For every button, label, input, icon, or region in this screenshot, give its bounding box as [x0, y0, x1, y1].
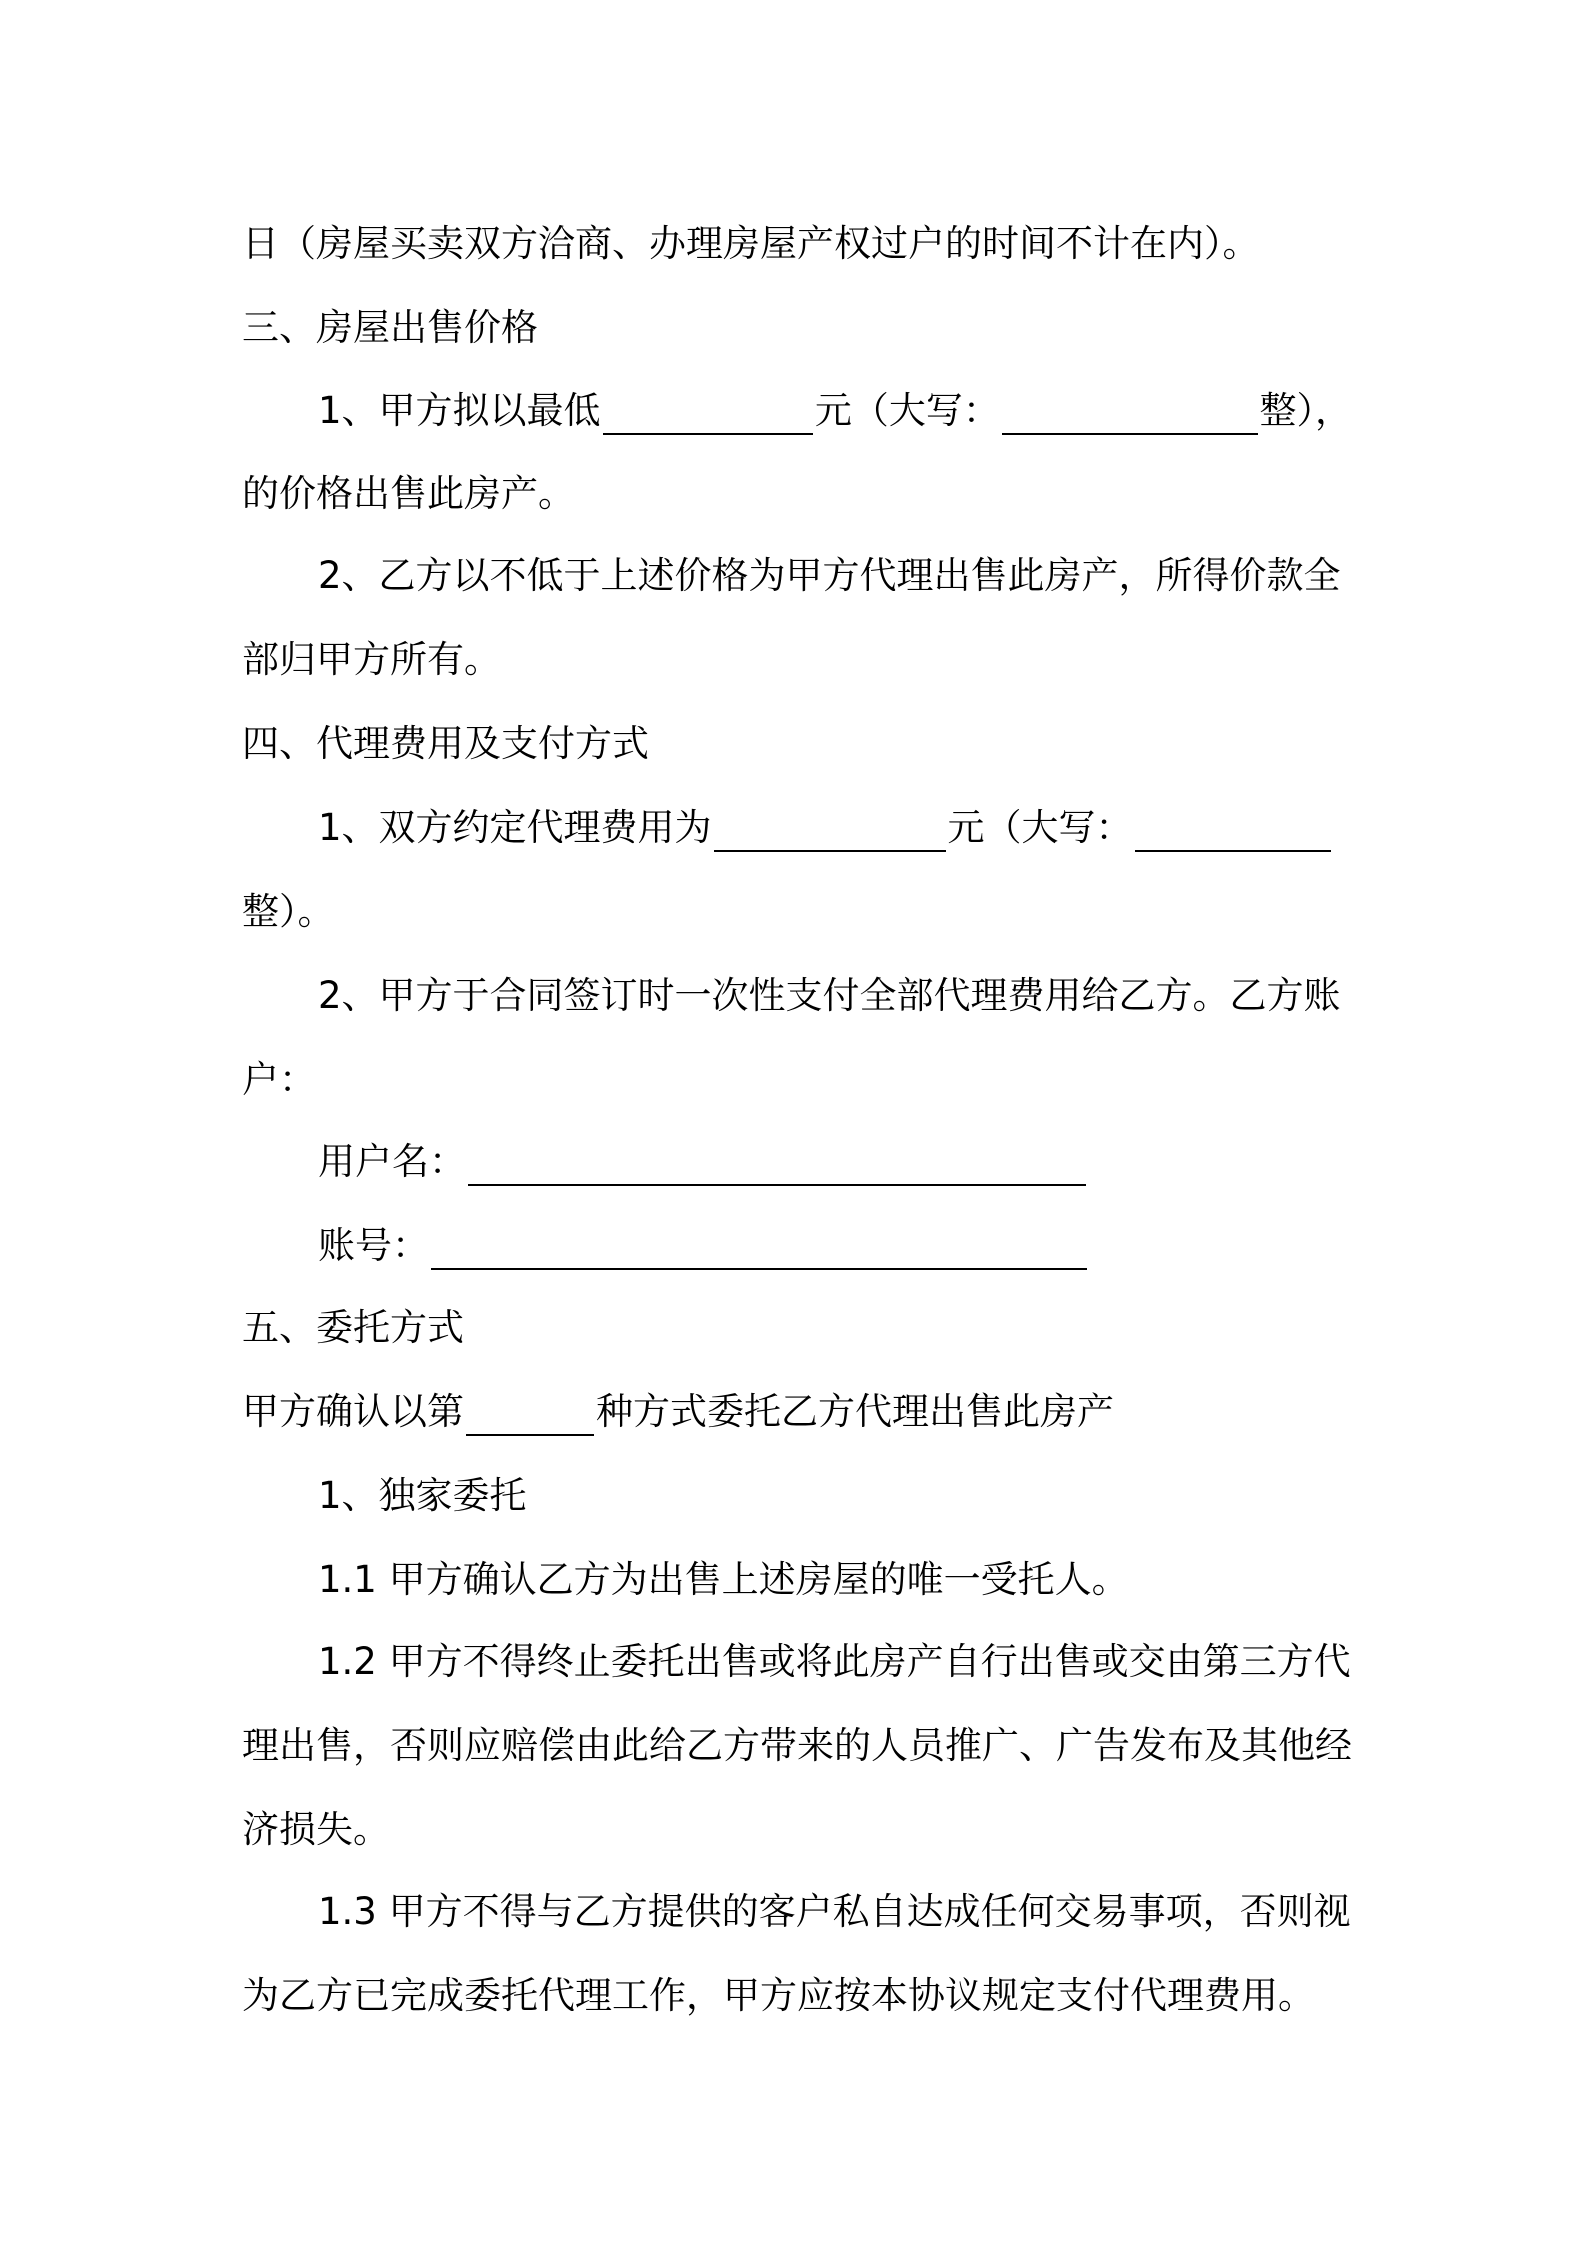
clause-price-proceeds: [242, 520, 1352, 604]
section-heading-price: [242, 272, 1352, 356]
heading-text: 五、委托方式: [242, 1306, 464, 1349]
text-segment: 元（大写：: [947, 806, 1133, 849]
clause-1-2-cont2: [242, 1774, 1352, 1858]
text-segment: 甲方确认以第: [242, 1390, 464, 1433]
clause-1-3-cont: [242, 1940, 1352, 2024]
price-uppercase-blank[interactable]: [1002, 393, 1258, 435]
text-segment: 整），: [1259, 389, 1352, 432]
account-number-row: [242, 1190, 1352, 1274]
text-line: 1.1 甲方确认乙方为出售上述房屋的唯一受托人。: [318, 1558, 1129, 1601]
text-line: 为乙方已完成委托代理工作，甲方应按本协议规定支付代理费用。: [242, 1974, 1315, 2017]
account-username-row: [242, 1106, 1352, 1190]
text-line: 1.3 甲方不得与乙方提供的客户私自达成任何交易事项，否则视: [318, 1890, 1351, 1933]
text-line: 部归甲方所有。: [242, 638, 501, 681]
clause-1-3: [242, 1856, 1352, 1940]
text-line: 户：: [242, 1058, 316, 1101]
text-line: 济损失。: [242, 1808, 390, 1851]
username-blank[interactable]: [468, 1144, 1086, 1186]
price-amount-blank[interactable]: [603, 393, 813, 435]
clause-1-2-cont: [242, 1690, 1352, 1774]
text-segment: 种方式委托乙方代理出售此房产: [596, 1390, 1114, 1433]
clause-agency-fee-cont: [242, 856, 1352, 940]
clause-price-proceeds-cont: [242, 604, 1352, 688]
text-line: 理出售，否则应赔偿由此给乙方带来的人员推广、广告发布及其他经: [242, 1724, 1352, 1767]
text-segment: 1、双方约定代理费用为: [318, 806, 712, 849]
clause-minimum-price-cont: [242, 438, 1352, 522]
fee-amount-blank[interactable]: [714, 810, 946, 852]
clause-minimum-price: [242, 355, 1352, 439]
text-segment: 1、甲方拟以最低: [318, 389, 601, 432]
text-line: 1、独家委托: [318, 1474, 527, 1517]
account-label: 账号：: [318, 1224, 429, 1267]
text-line: 2、甲方于合同签订时一次性支付全部代理费用给乙方。乙方账: [318, 974, 1341, 1017]
section-heading-fee: [242, 688, 1352, 772]
clause-entrustment-choice: [242, 1356, 1352, 1440]
clause-payment: [242, 940, 1352, 1024]
username-label: 用户名：: [318, 1140, 466, 1183]
section-heading-entrustment: [242, 1272, 1352, 1356]
text-line: 日（房屋买卖双方洽商、办理房屋产权过户的时间不计在内）。: [242, 222, 1260, 265]
text-segment: 元（大写：: [814, 389, 1000, 432]
clause-1-2: [242, 1606, 1352, 1690]
text-line: 的价格出售此房产。: [242, 472, 575, 515]
text-line: 2、乙方以不低于上述价格为甲方代理出售此房产，所得价款全: [318, 554, 1341, 597]
clause-agency-fee: [242, 772, 1352, 856]
paragraph-time-note: [242, 188, 1352, 272]
fee-uppercase-blank[interactable]: [1135, 810, 1331, 852]
clause-1-1: [242, 1524, 1352, 1608]
method-number-blank[interactable]: [466, 1394, 594, 1436]
account-number-blank[interactable]: [431, 1228, 1087, 1270]
subsection-exclusive: [242, 1440, 1352, 1524]
text-line: 1.2 甲方不得终止委托出售或将此房产自行出售或交由第三方代: [318, 1640, 1351, 1683]
clause-payment-cont: [242, 1024, 1352, 1108]
heading-text: 四、代理费用及支付方式: [242, 722, 649, 765]
heading-text: 三、房屋出售价格: [242, 306, 538, 349]
text-line: 整）。: [242, 890, 335, 933]
